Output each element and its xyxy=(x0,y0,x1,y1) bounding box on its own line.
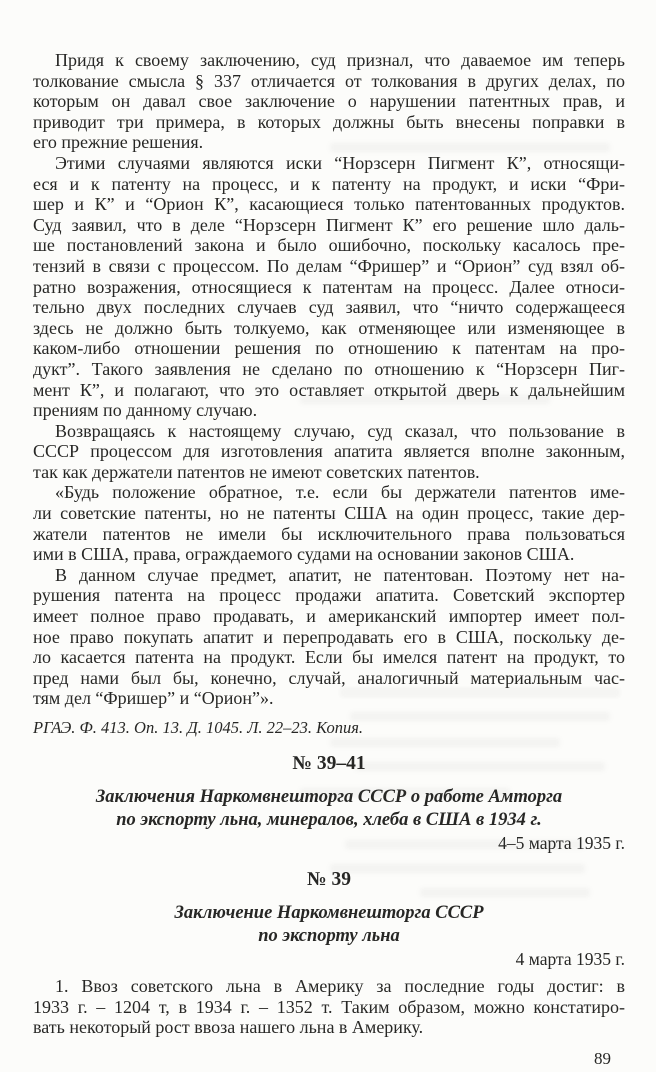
show-through-artifact xyxy=(330,738,560,747)
text-line: 1933 г. – 1204 т, в 1934 г. – 1352 т. Таким образом, можно констатиро- xyxy=(33,996,625,1017)
section-group-date: 4–5 марта 1935 г. xyxy=(498,833,625,853)
text-line: рушения патента на процесс продажи апатита. Советский экспортер xyxy=(33,585,625,606)
text-line: мент К”, и полагают, что это оставляет открытой дверь к дальнейшим xyxy=(33,379,625,400)
body-text xyxy=(33,50,625,709)
document-title-line: по экспорту льна xyxy=(258,925,400,946)
paragraph xyxy=(33,421,625,483)
text-line: прениям по данному случаю. xyxy=(33,400,258,421)
text-line: Этими случаями являются иски “Норзсерн Пигмент К”, относящи- xyxy=(55,152,625,173)
text-line: ли советские патенты, но не патенты США на один процесс, такие дер- xyxy=(33,503,625,524)
text-line: каком-либо отношении решения по отношению к патентам на про- xyxy=(33,338,625,359)
archive-citation: РГАЭ. Ф. 413. Оп. 13. Д. 1045. Л. 22–23. Копия. xyxy=(33,718,364,737)
text-line: Возвращаясь к настоящему случаю, суд сказал, что пользование в xyxy=(55,420,625,441)
paragraph xyxy=(33,976,625,1038)
section-group-number: № 39–41 xyxy=(292,753,366,774)
text-line: дукт”. Такого заявления не сделано по отношению к “Норзсерн Пиг- xyxy=(33,358,625,379)
text-line: толкование смысла § 337 отличается от толкования в других делах, по xyxy=(33,70,625,91)
text-line: Придя к своему заключению, суд признал, что даваемое им теперь xyxy=(55,50,625,70)
paragraph xyxy=(33,565,625,709)
section-group-title xyxy=(33,786,625,831)
text-line: 1. Ввоз советского льна в Америку за последние годы достиг: в xyxy=(55,976,625,996)
text-line: его прежние решения. xyxy=(33,132,204,153)
document-number: № 39 xyxy=(307,869,351,890)
text-line: ими в США, права, ограждаемого судами на основании законов США. xyxy=(33,544,575,565)
text-line: ше постановлений закона и было ошибочно, поскольку касалось пре- xyxy=(33,235,625,256)
text-line: В данном случае предмет, апатит, не патентован. Поэтому нет на- xyxy=(55,564,625,585)
text-line: вать некоторый рост ввоза нашего льна в Америку. xyxy=(33,1017,424,1038)
text-line: которым он давал свое заключение о нарушении патентных прав, и xyxy=(33,91,625,112)
document-title xyxy=(33,902,625,947)
text-line: шер и К” и “Орион К”, касающиеся только патентованных продуктов. xyxy=(33,194,625,215)
text-line: здесь не должно быть толкуемо, как отменяющее или изменяющее в xyxy=(33,317,625,338)
text-line: имеет полное право продавать, и американский импортер имеет пол- xyxy=(33,606,625,627)
text-line: пред нами был бы, конечно, случай, аналогичный материальным час- xyxy=(33,667,625,688)
paragraph xyxy=(33,482,625,564)
document-date: 4 марта 1935 г. xyxy=(515,949,625,969)
text-line: Суд заявил, что в деле “Норзсерн Пигмент К” его решение шло даль- xyxy=(33,214,625,235)
text-line: ное право покупать апатит и перепродавать его в США, поскольку де- xyxy=(33,626,625,647)
text-line: ратно возражения, относящиеся к патентам на процесс. Далее относи- xyxy=(33,276,625,297)
text-line: СССР процессом для изготовления апатита является вполне законным, xyxy=(33,441,625,462)
text-line: приводит три примера, в которых должны быть внесены поправки в xyxy=(33,111,625,132)
section-group-title-line: Заключения Наркомвнешторга СССР о работе Амторга xyxy=(95,787,563,807)
page-number: 89 xyxy=(594,1048,611,1068)
closing-text xyxy=(33,976,625,1038)
paragraph xyxy=(33,153,625,421)
paragraph xyxy=(33,50,625,153)
text-line: еся и к патенту на процесс, и к патенту на продукт, и иски “Фри- xyxy=(33,173,625,194)
text-line: тельно двух последних случаев суд заявил, что “ничто содержащееся xyxy=(33,297,625,318)
text-line: ло касается патента на продукт. Если бы имелся патент на продукт, то xyxy=(33,647,625,668)
text-line: тям дел “Фришер” и “Орион”». xyxy=(33,688,274,709)
text-line: «Будь положение обратное, т.е. если бы держатели патентов име- xyxy=(55,482,625,503)
text-line: жатели патентов не имели бы исключительного права пользоваться xyxy=(33,523,625,544)
section-group-title-line: по экспорту льна, минералов, хлеба в США в 1934 г. xyxy=(116,809,542,830)
text-line: так как держатели патентов не имеют советских патентов. xyxy=(33,461,480,482)
document-title-line: Заключение Наркомвнешторга СССР xyxy=(174,903,484,923)
text-line: тензий в связи с процессом. По делам “Фришер” и “Орион” суд взял об- xyxy=(33,255,625,276)
